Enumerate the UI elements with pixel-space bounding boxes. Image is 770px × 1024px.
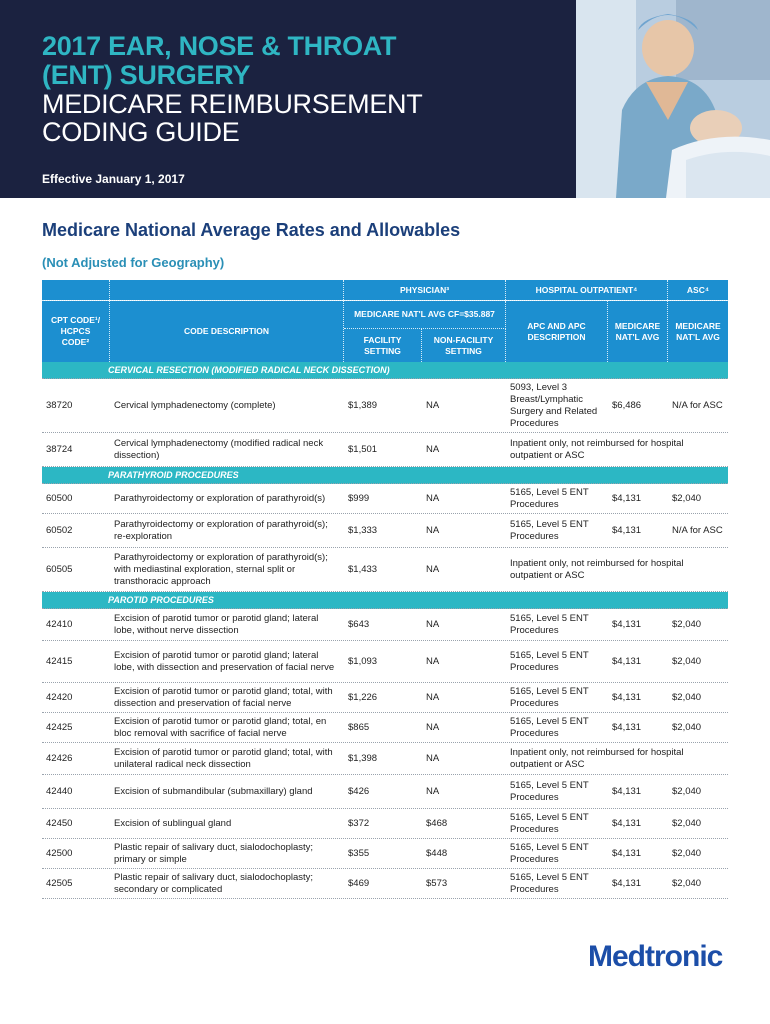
cell-desc: Cervical lymphadenectomy (complete) (114, 399, 276, 411)
cell-apc: 5165, Level 5 ENT Procedures (510, 518, 589, 542)
cell-fac: $1,433 (348, 563, 378, 575)
cell-nonfac: NA (426, 721, 440, 733)
cell-desc: Excision of parotid tumor or parotid gland; total, with unilateral radical neck dissection (114, 746, 333, 770)
cell-nonfac: NA (426, 443, 440, 455)
cell-code: 60505 (46, 563, 73, 575)
cell-hosp: $4,131 (612, 817, 642, 829)
title-line-3: MEDICARE REIMBURSEMENT (42, 89, 423, 119)
header-banner (0, 0, 770, 198)
title-line-1: 2017 EAR, NOSE & THROAT (42, 31, 397, 61)
cell-fac: $426 (348, 785, 370, 797)
cell-asc: $2,040 (672, 785, 702, 797)
cell-desc: Parathyroidectomy or exploration of parathyroid(s) (114, 492, 326, 504)
cell-nonfac: $573 (426, 877, 448, 889)
table-row (42, 484, 728, 514)
cell-fac: $1,501 (348, 443, 378, 455)
header-apc: APC AND APC DESCRIPTION (506, 301, 608, 362)
cell-nonfac: NA (426, 563, 440, 575)
title-secondary (42, 90, 422, 146)
cell-nonfac: NA (426, 618, 440, 630)
effective-date: Effective January 1, 2017 (42, 172, 185, 186)
cell-asc: $2,040 (672, 721, 702, 733)
cell-inpatient-note: Inpatient only, not reimbursed for hospital outpatient or ASC (510, 746, 684, 770)
cell-fac: $1,398 (348, 752, 378, 764)
cell-code: 38720 (46, 399, 73, 411)
table-row (42, 641, 728, 683)
cell-fac: $355 (348, 847, 370, 859)
cell-hosp: $4,131 (612, 847, 642, 859)
cell-desc: Plastic repair of salivary duct, sialodochoplasty; secondary or complicated (114, 871, 314, 895)
cell-code: 42505 (46, 877, 73, 889)
cell-code: 60502 (46, 524, 73, 536)
cell-nonfac: NA (426, 752, 440, 764)
header-blank-2 (110, 280, 344, 300)
section-title: Medicare National Average Rates and Allowables (42, 220, 461, 240)
cell-nonfac: NA (426, 399, 440, 411)
table-header-row-1 (42, 280, 728, 301)
title-line-2: (ENT) SURGERY (42, 60, 251, 90)
table-row (42, 609, 728, 641)
cell-code: 60500 (46, 492, 73, 504)
cell-asc: $2,040 (672, 655, 702, 667)
cell-desc: Excision of parotid tumor or parotid gland; lateral lobe, with dissection and preservation of facial nerve (114, 649, 335, 673)
cell-apc: 5165, Level 5 ENT Procedures (510, 612, 589, 636)
cell-desc: Excision of submandibular (submaxillary) gland (114, 785, 313, 797)
header-asc: ASC⁴ (668, 280, 728, 300)
title-line-4: CODING GUIDE (42, 117, 240, 147)
table-row (42, 433, 728, 467)
cell-code: 42450 (46, 817, 73, 829)
clinician-patient-illustration (576, 0, 770, 198)
cell-asc: $2,040 (672, 817, 702, 829)
cell-fac: $1,226 (348, 691, 378, 703)
header-hospital-outpatient: HOSPITAL OUTPATIENT⁴ (506, 280, 668, 300)
cell-hosp: $4,131 (612, 618, 642, 630)
cell-code: 38724 (46, 443, 73, 455)
cell-desc: Excision of parotid tumor or parotid gland; lateral lobe, without nerve dissection (114, 612, 319, 636)
table-header-row-2 (42, 301, 728, 362)
table-row (42, 839, 728, 869)
header-hospital-natl-avg: MEDICARE NAT'L AVG (608, 301, 668, 362)
header-medicare-natl-avg: MEDICARE NAT'L AVG CF=$35.887 (344, 301, 506, 329)
table-row (42, 713, 728, 743)
cell-apc: 5165, Level 5 ENT Procedures (510, 871, 589, 895)
cell-fac: $999 (348, 492, 370, 504)
table-row (42, 775, 728, 809)
table-row (42, 514, 728, 548)
cell-inpatient-note: Inpatient only, not reimbursed for hospital outpatient or ASC (510, 437, 684, 461)
cell-desc: Excision of parotid tumor or parotid gland; total, en bloc removal with sacrifice of facial nerve (114, 715, 327, 739)
cell-desc: Excision of parotid tumor or parotid gland; total, with dissection and preservation of facial nerve (114, 685, 333, 709)
cell-desc: Cervical lymphadenectomy (modified radical neck dissection) (114, 437, 324, 461)
cell-apc: 5093, Level 3 Breast/Lymphatic Surgery and Related Procedures (510, 381, 598, 429)
cell-apc: 5165, Level 5 ENT Procedures (510, 779, 589, 803)
cell-inpatient-note: Inpatient only, not reimbursed for hospital outpatient or ASC (510, 557, 684, 581)
cell-hosp: $4,131 (612, 492, 642, 504)
cell-nonfac: NA (426, 785, 440, 797)
cell-nonfac: $468 (426, 817, 448, 829)
cell-desc: Plastic repair of salivary duct, sialodochoplasty; primary or simple (114, 841, 314, 865)
header-code-description: CODE DESCRIPTION (110, 301, 344, 362)
cell-fac: $1,333 (348, 524, 378, 536)
header-cpt-code: CPT CODE¹/ HCPCS CODE² (42, 301, 110, 362)
cell-hosp: $4,131 (612, 721, 642, 733)
cell-hosp: $4,131 (612, 691, 642, 703)
cell-asc: $2,040 (672, 691, 702, 703)
header-physician: PHYSICIAN³ (344, 280, 506, 300)
cell-nonfac: $448 (426, 847, 448, 859)
cell-apc: 5165, Level 5 ENT Procedures (510, 649, 589, 673)
cell-nonfac: NA (426, 655, 440, 667)
cell-asc: $2,040 (672, 877, 702, 889)
header-non-facility: NON-FACILITY SETTING (422, 329, 506, 362)
cell-apc: 5165, Level 5 ENT Procedures (510, 715, 589, 739)
cell-asc: $2,040 (672, 618, 702, 630)
table-row (42, 683, 728, 713)
section-subtitle: (Not Adjusted for Geography) (42, 255, 225, 270)
cell-fac: $372 (348, 817, 370, 829)
header-facility: FACILITY SETTING (344, 329, 422, 362)
table-row (42, 548, 728, 592)
cell-fac: $1,389 (348, 399, 378, 411)
cell-desc: Parathyroidectomy or exploration of parathyroid(s); re-exploration (114, 518, 328, 542)
section-header-row: PARATHYROID PROCEDURES (42, 467, 728, 484)
medtronic-logo: Medtronic (588, 940, 723, 973)
table-row (42, 869, 728, 899)
cell-apc: 5165, Level 5 ENT Procedures (510, 841, 589, 865)
cell-code: 42440 (46, 785, 73, 797)
cell-apc: 5165, Level 5 ENT Procedures (510, 486, 589, 510)
cell-fac: $865 (348, 721, 370, 733)
section-header-row: CERVICAL RESECTION (MODIFIED RADICAL NECK DISSECTION) (42, 362, 728, 379)
cell-fac: $1,093 (348, 655, 378, 667)
cell-asc: $2,040 (672, 847, 702, 859)
header-blank-1 (42, 280, 110, 300)
section-header-row: PAROTID PROCEDURES (42, 592, 728, 609)
table-row (42, 379, 728, 433)
cell-hosp: $4,131 (612, 524, 642, 536)
cell-hosp: $4,131 (612, 877, 642, 889)
cell-nonfac: NA (426, 524, 440, 536)
cell-code: 42415 (46, 655, 73, 667)
cell-asc: N/A for ASC (672, 399, 723, 411)
cell-apc: 5165, Level 5 ENT Procedures (510, 811, 589, 835)
cell-apc: 5165, Level 5 ENT Procedures (510, 685, 589, 709)
cell-desc: Parathyroidectomy or exploration of parathyroid(s); with mediastinal exploration, sternal split or transthoracic approach (114, 551, 328, 587)
table-row (42, 809, 728, 839)
cell-hosp: $6,486 (612, 399, 642, 411)
cell-code: 42425 (46, 721, 73, 733)
cell-code: 42410 (46, 618, 73, 630)
cell-fac: $469 (348, 877, 370, 889)
header-photo (576, 0, 770, 198)
header-asc-natl-avg: MEDICARE NAT'L AVG (668, 301, 728, 362)
cell-code: 42500 (46, 847, 73, 859)
cell-asc: $2,040 (672, 492, 702, 504)
cell-nonfac: NA (426, 492, 440, 504)
cell-fac: $643 (348, 618, 370, 630)
cell-hosp: $4,131 (612, 655, 642, 667)
cell-asc: N/A for ASC (672, 524, 723, 536)
cell-code: 42426 (46, 752, 73, 764)
cell-code: 42420 (46, 691, 73, 703)
cell-nonfac: NA (426, 691, 440, 703)
table-row (42, 743, 728, 775)
title-primary (42, 32, 396, 90)
cell-hosp: $4,131 (612, 785, 642, 797)
cell-desc: Excision of sublingual gland (114, 817, 232, 829)
